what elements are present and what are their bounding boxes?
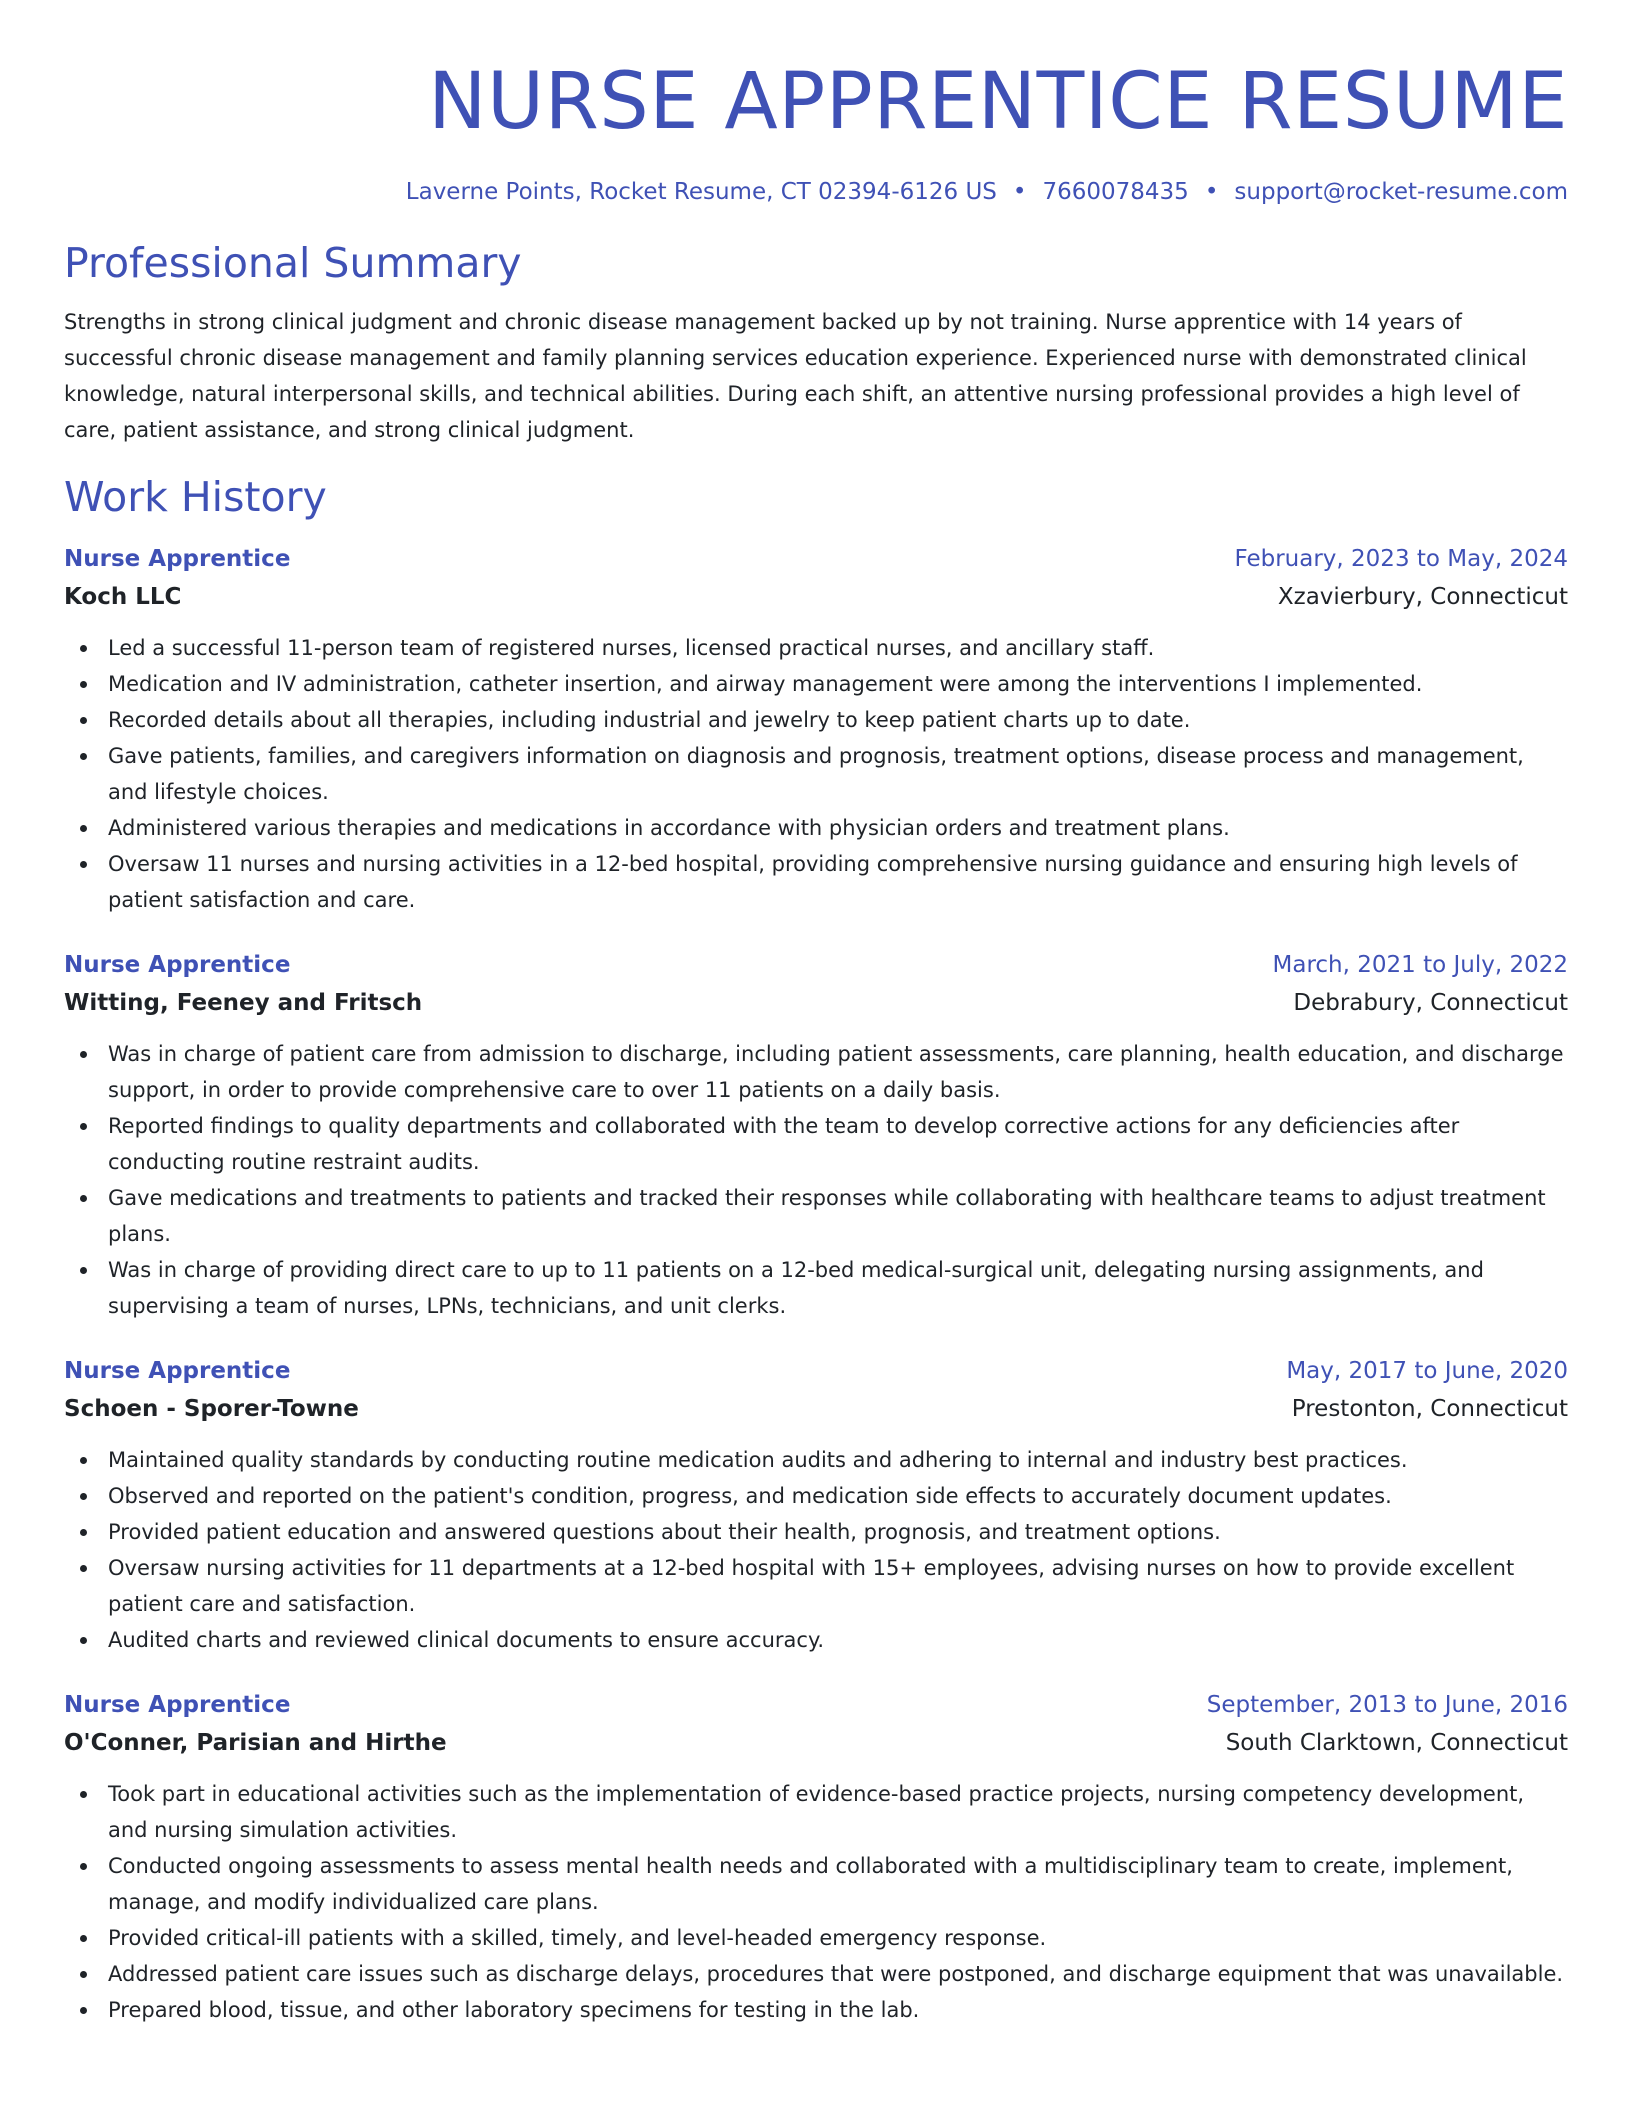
job-bullet: Addressed patient care issues such as discharge delays, procedures that were postponed, and discharge equipment that was unavailable. — [64, 1956, 1568, 1992]
job-location: South Clarktown, Connecticut — [1225, 1730, 1568, 1756]
job-title: Nurse Apprentice — [64, 1692, 291, 1718]
job-company: O'Conner, Parisian and Hirthe — [64, 1730, 447, 1756]
job-bullet: Conducted ongoing assessments to assess mental health needs and collaborated with a multidisciplinary team to create, implement, manage, and modify individualized care plans. — [64, 1848, 1568, 1920]
job-bullet-list — [64, 1776, 1568, 2028]
job-bullet: Observed and reported on the patient's condition, progress, and medication side effects to accurately document updates. — [64, 1478, 1568, 1514]
job-bullet-list — [64, 1036, 1568, 1324]
job-dates: March, 2021 to July, 2022 — [1272, 952, 1568, 978]
job-bullet: Maintained quality standards by conducting routine medication audits and adhering to internal and industry best practices. — [64, 1442, 1568, 1478]
job-title: Nurse Apprentice — [64, 546, 291, 572]
job-company-row — [64, 984, 1568, 1022]
contact-separator: • — [1012, 179, 1027, 205]
job-title: Nurse Apprentice — [64, 1358, 291, 1384]
job-bullet: Gave medications and treatments to patients and tracked their responses while collaborating with healthcare teams to adjust treatment plans. — [64, 1180, 1568, 1252]
contact-address: Laverne Points, Rocket Resume, CT 02394-6126 US — [405, 179, 997, 205]
work-history-heading: Work History — [64, 473, 327, 521]
job-location: Prestonton, Connecticut — [1291, 1396, 1568, 1422]
job-location: Xzavierbury, Connecticut — [1277, 584, 1568, 610]
job-bullet: Provided patient education and answered questions about their health, prognosis, and treatment options. — [64, 1514, 1568, 1550]
job-company-row — [64, 1724, 1568, 1762]
job-bullet: Led a successful 11-person team of registered nurses, licensed practical nurses, and ancillary staff. — [64, 630, 1568, 666]
job-bullet: Prepared blood, tissue, and other laboratory specimens for testing in the lab. — [64, 1992, 1568, 2028]
job-location: Debrabury, Connecticut — [1293, 990, 1568, 1016]
job-entry — [64, 1686, 1568, 2028]
job-company: Schoen - Sporer-Towne — [64, 1396, 359, 1422]
job-dates: September, 2013 to June, 2016 — [1206, 1692, 1568, 1718]
job-bullet: Took part in educational activities such as the implementation of evidence-based practice projects, nursing competency development, and nursing simulation activities. — [64, 1776, 1568, 1848]
job-dates: May, 2017 to June, 2020 — [1286, 1358, 1568, 1384]
job-bullet: Reported findings to quality departments and collaborated with the team to develop corrective actions for any deficiencies after conducting routine restraint audits. — [64, 1108, 1568, 1180]
job-title-row — [64, 1686, 1568, 1724]
job-bullet: Was in charge of providing direct care to up to 11 patients on a 12-bed medical-surgical unit, delegating nursing assignments, and supervising a team of nurses, LPNs, technicians, and unit clerks. — [64, 1252, 1568, 1324]
job-bullet: Was in charge of patient care from admission to discharge, including patient assessments, care planning, health education, and discharge support, in order to provide comprehensive care to over 11 patients on a daily basis. — [64, 1036, 1568, 1108]
contact-line — [64, 176, 1568, 208]
job-bullet: Gave patients, families, and caregivers information on diagnosis and prognosis, treatment options, disease process and management, and lifestyle choices. — [64, 738, 1568, 810]
job-dates: February, 2023 to May, 2024 — [1234, 546, 1568, 572]
job-title-row — [64, 946, 1568, 984]
job-company-row — [64, 578, 1568, 616]
job-entry — [64, 946, 1568, 1324]
job-company-row — [64, 1390, 1568, 1428]
job-company: Witting, Feeney and Fritsch — [64, 990, 423, 1016]
contact-email: support@rocket-resume.com — [1234, 179, 1568, 205]
job-bullet: Audited charts and reviewed clinical documents to ensure accuracy. — [64, 1622, 1568, 1658]
job-entry — [64, 1352, 1568, 1658]
work-history-list — [64, 540, 1568, 2028]
job-entry — [64, 540, 1568, 918]
resume-title: NURSE APPRENTICE RESUME — [428, 57, 1568, 147]
contact-separator: • — [1204, 179, 1219, 205]
job-bullet-list — [64, 1442, 1568, 1658]
job-title-row — [64, 1352, 1568, 1390]
job-bullet: Oversaw nursing activities for 11 departments at a 12-bed hospital with 15+ employees, advising nurses on how to provide excellent patient care and satisfaction. — [64, 1550, 1568, 1622]
summary-text: Strengths in strong clinical judgment and chronic disease management backed up by not training. Nurse apprentice with 14 years of successful chronic disease management and family planning services education experience. Experienced nurse with demonstrated clinical knowledge, natural interpersonal skills, and technical abilities. During each shift, an attentive nursing professional provides a high level of care, patient assistance, and strong clinical judgment. — [64, 310, 1527, 442]
job-bullet: Administered various therapies and medications in accordance with physician orders and treatment plans. — [64, 810, 1568, 846]
contact-phone: 7660078435 — [1042, 179, 1189, 205]
job-bullet: Medication and IV administration, catheter insertion, and airway management were among the interventions I implemented. — [64, 666, 1568, 702]
job-title: Nurse Apprentice — [64, 952, 291, 978]
job-bullet: Provided critical-ill patients with a skilled, timely, and level-headed emergency response. — [64, 1920, 1568, 1956]
job-bullet: Recorded details about all therapies, including industrial and jewelry to keep patient charts up to date. — [64, 702, 1568, 738]
job-company: Koch LLC — [64, 584, 182, 610]
job-bullet: Oversaw 11 nurses and nursing activities in a 12-bed hospital, providing comprehensive nursing guidance and ensuring high levels of patient satisfaction and care. — [64, 846, 1568, 918]
job-bullet-list — [64, 630, 1568, 918]
summary-heading: Professional Summary — [64, 239, 522, 287]
job-title-row — [64, 540, 1568, 578]
